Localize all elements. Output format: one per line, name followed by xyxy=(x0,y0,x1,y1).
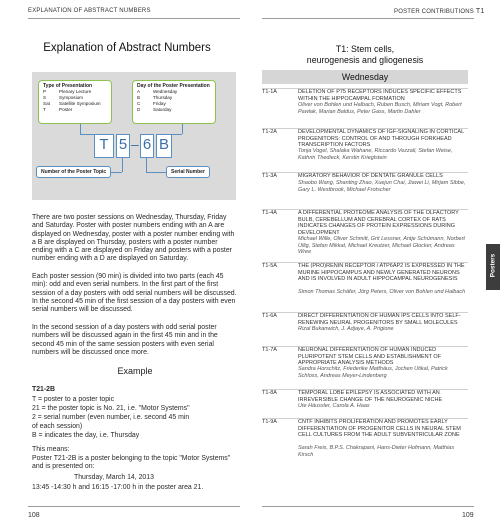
abstract-title: DIRECT DIFFERENTIATION OF HUMAN IPS CELLS INTO SELF-RENEWING NEURAL PROGENITORS BY SMALL MOLECULES xyxy=(298,313,461,326)
footer-rule-right xyxy=(262,506,474,507)
abstract-entry xyxy=(262,312,468,346)
abstract-title: DELETION OF P75 RECEPTORS INDUCES SPECIFIC EFFECTS WITHIN THE HIPPOCAMPAL FORMATION xyxy=(298,89,462,102)
example-time: 13:45 -14:30 h and 16:15 -17:00 h in the poster area 21. xyxy=(32,484,204,491)
abstract-code: T1-1A xyxy=(262,89,277,95)
means-label: This means: xyxy=(32,446,70,453)
abstract-code: T1-6A xyxy=(262,313,277,319)
paragraph-second-session: In the second session of a day posters with odd serial poster numbers will be discussed again in the first 45 min and in the second 45 min of the same session posters with even serial numbers will be discussed once more. xyxy=(32,324,218,356)
example-line: T = poster to a poster topic xyxy=(32,396,115,403)
topic-number-label: Number of the Poster Topic xyxy=(36,166,111,178)
example-code: T21-2B xyxy=(32,386,55,393)
example-line: 21 = the poster topic is No. 21, i.e. "Motor Systems" xyxy=(32,405,190,412)
example-line: B = indicates the day, i.e. Thursday xyxy=(32,432,140,439)
abstract-authors: Rizal Bukanwich, J. Adjaye, A. Prigione xyxy=(298,326,394,332)
means-text: Poster T21-2B is a poster belonging to the topic "Motor Systems" and is presented on: xyxy=(32,455,231,471)
abstract-authors: Shaobo Wang, Shanting Zhao, Xuejun Chai, Jiawei Li, Mirjam Sibbe, Gary L. Westbrook, Michael Frotscher xyxy=(298,180,466,193)
abstract-code: T1-2A xyxy=(262,129,277,135)
abstract-entry xyxy=(262,209,468,269)
code-char-day: B xyxy=(156,134,172,158)
page-number-left: 108 xyxy=(28,512,40,519)
day-label: Thursday xyxy=(153,95,173,100)
type-code: P xyxy=(43,89,47,94)
abstract-code: T1-9A xyxy=(262,419,277,425)
abstract-title: NEURONAL DIFFERENTIATION OF HUMAN INDUCED PLURIPOTENT STEM CELLS AND ESTABLISHMENT OF APPROPRIATE ANALYSIS METHODS xyxy=(298,347,442,366)
running-header-section: T1 xyxy=(475,8,485,15)
code-char-type: T xyxy=(94,134,114,158)
abstract-title: DEVELOPMENTAL DYNAMICS OF IGF-SIGNALING IN CORTICAL PROGENITORS: CONTROL OF AND THROUGH FORKHEAD TRANSCRIPTION FACTORS xyxy=(298,129,464,148)
footer-rule-left xyxy=(28,506,240,507)
abstract-entry xyxy=(262,128,468,172)
connector-line xyxy=(146,158,147,172)
running-header-left: EXPLANATION OF ABSTRACT NUMBERS xyxy=(28,8,151,14)
presentation-type-title: Type of Presentation xyxy=(43,83,93,89)
abstract-entry xyxy=(262,88,468,132)
type-label: Poster xyxy=(59,107,73,112)
day-label: Wednesday xyxy=(153,89,178,94)
type-label: Symposium xyxy=(59,95,83,100)
running-header-right-label: POSTER CONTRIBUTIONS xyxy=(394,9,475,15)
abstract-authors: Ute Häussler, Carola A. Haas xyxy=(298,403,370,409)
header-rule-left xyxy=(28,18,240,19)
day-code: C xyxy=(137,101,141,106)
day-label: Saturday xyxy=(153,107,172,112)
abstract-authors: Michael Wille, Oliver Schmitt, Grit Lessner, Antje Schümann, Norbert Ullig, Stefan Mikkat, Michael Kreutzer, Michael Glocker, Andreas Wree xyxy=(298,236,465,255)
section-title-line: neurogenesis and gliogenesis xyxy=(306,55,424,65)
abstract-title: MIGRATORY BEHAVIOR OF DENTATE GRANULE CELLS xyxy=(298,173,443,179)
abstract-number-legend xyxy=(32,72,236,200)
day-label: Friday xyxy=(153,101,166,106)
abstract-entry xyxy=(262,418,468,474)
abstract-code: T1-4A xyxy=(262,210,277,216)
abstract-code: T1-5A xyxy=(262,263,277,269)
page-title: Explanation of Abstract Numbers xyxy=(43,42,211,54)
abstract-entry xyxy=(262,389,468,419)
abstract-authors: Oliver von Bohlen und Halbach, Ruben Busch, Miriam Vogt, Robert Pawlak, Marian Baldus, Peter Gass, Martin Dahler xyxy=(298,102,462,115)
paragraph-sessions: There are two poster sessions on Wednesday, Thursday, Friday and Saturday. Poster with poster numbers ending with an A are displayed on Wednesday, poster with a poster number ending with a B are displayed on Thursday, posters with a poster number ending with a C are displayed on Friday and posters with a poster number ending with a D are displayed on Saturday. xyxy=(32,214,235,263)
abstract-authors: Simon Thomas Schäfer, Jörg Peters, Oliver von Bohlen und Halbach xyxy=(298,289,466,295)
example-line: of each session) xyxy=(32,423,83,430)
running-header-right xyxy=(394,8,484,15)
abstract-authors: Sandra Horschitz, Friederike Matthäus, Jochen Utikal, Patrick Schloss, Andreas Meyer-Lindenberg xyxy=(298,366,448,379)
code-char-serial: 6 xyxy=(140,134,154,158)
type-code: Sat xyxy=(43,101,50,106)
code-dash: – xyxy=(131,136,139,152)
abstract-code: T1-8A xyxy=(262,390,277,396)
example-line: 2 = serial number (even number, i.e. second 45 min xyxy=(32,414,190,421)
type-label: Plenary Lecture xyxy=(59,89,92,94)
abstract-title: A DIFFERENTIAL PROTEOME ANALYSIS OF THE OLFACTORY BULB, CEREBELLUM AND CEREBRAL CORTEX OF RATS INDICATES CHANGES OF PROTEIN EXPRESSIONS DURING DEVELOPMENT xyxy=(298,210,459,236)
section-title-line: T1: Stem cells, xyxy=(335,44,395,54)
presentation-day-title: Day of the Poster Presentation xyxy=(137,83,210,89)
connector-line xyxy=(122,158,123,172)
presentation-type-box xyxy=(38,80,112,124)
type-code: S xyxy=(43,95,47,100)
header-rule-right xyxy=(262,18,474,19)
abstract-code: T1-3A xyxy=(262,173,277,179)
abstract-authors: Tonja Vogel, Shalaka Wahane, Riccardo Vezzali, Stefan Weise, Kathrin Thedieck, Kerstin Krieglstein xyxy=(298,148,453,161)
type-code: T xyxy=(43,107,46,112)
abstract-title: THE (PRO)RENIN RECEPTOR / ATP6AP2 IS EXPRESSED IN THE MURINE HIPPOCAMPUS AND NEWLY GENERATED NEURONS AND IS INVOLVED IN ADULT HIPPOCAMPAL NEUROGENESIS xyxy=(298,263,465,282)
abstract-title: TEMPORAL LOBE EPILEPSY IS ASSOCIATED WITH AN IRREVERSIBLE CHANGE OF THE NEUROGENIC NICHE xyxy=(298,390,443,403)
type-label: Satellite Symposium xyxy=(59,101,101,106)
abstract-title: CNTF INHIBITS PROLIFERATION AND PROMOTES EARLY DIFFERENTIATION OF PROGENITOR CELLS IN NEURAL STEM CELL CULTURES FROM THE ADULT SUBVENTRICULAR ZONE xyxy=(298,419,461,438)
serial-number-label: Serial Number xyxy=(166,166,210,178)
page-number-right: 109 xyxy=(462,512,474,519)
section-title xyxy=(262,44,468,66)
connector-line xyxy=(182,124,183,134)
presentation-day-box xyxy=(132,80,216,124)
side-tab-label: Posters xyxy=(489,253,497,278)
paragraph-parts: Each poster session (90 min) is divided into two parts (each 45 min): odd and even serial numbers. In the first part of the first session of a day posters with odd serial numbers will be discussed. In the second 45 min of the first session of a day posters with even serial numbers will be discussed. xyxy=(32,273,237,314)
day-code: B xyxy=(137,95,141,100)
connector-line xyxy=(146,172,166,173)
day-code: A xyxy=(137,89,141,94)
code-char-topic: 5 xyxy=(116,134,130,158)
example-date: Thursday, March 14, 2013 xyxy=(74,474,154,481)
abstract-entry xyxy=(262,172,468,206)
example-heading: Example xyxy=(117,366,153,376)
day-heading: Wednesday xyxy=(341,72,389,82)
abstract-authors: Sarah Freis, B.P.S. Chakrapani, Hans-Dieter Hofmann, Matthias Kirsch xyxy=(298,445,455,458)
day-code: D xyxy=(137,107,141,112)
abstract-code: T1-7A xyxy=(262,347,277,353)
